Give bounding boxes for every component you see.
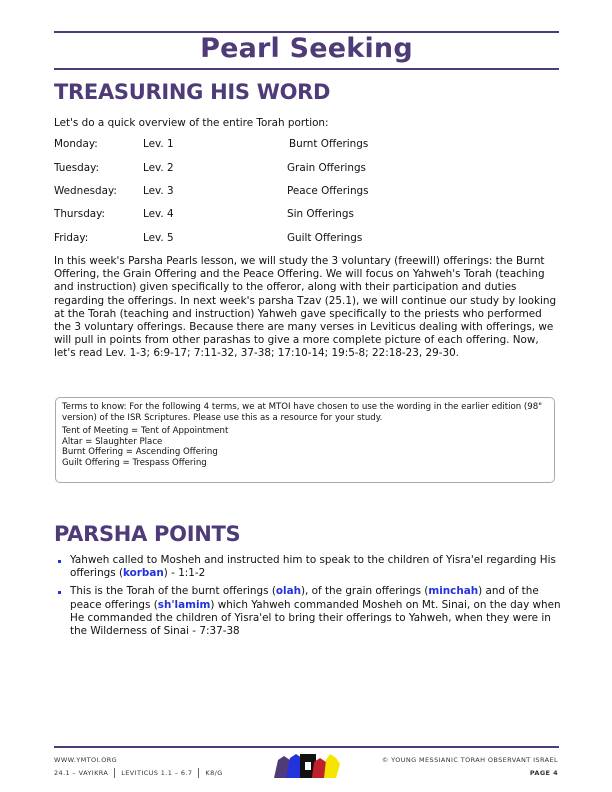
list-item: This is the Torah of the burnt offerings (olah), of the grain offerings (minchah) and of the peace offerings (sh'lamim) which Yahweh commanded Mosheh on Mt. Sinai, on the day when He commanded the children of Yisra'el to bring their offerings to Yahweh, when they were in the Wilderness of Sinai - 7:37-38 [54, 585, 564, 638]
bullet-icon [58, 591, 61, 594]
schedule-day: Monday: [54, 138, 98, 150]
footer-divider [114, 768, 115, 778]
hebrew-term: minchah [428, 585, 479, 598]
schedule-row [54, 138, 554, 152]
schedule-ref: Lev. 1 [143, 138, 174, 150]
footer-reference: LEVITICUS 1.1 – 6.7 [121, 769, 193, 777]
schedule-day: Tuesday: [54, 162, 100, 174]
schedule-row [54, 185, 554, 199]
schedule-ref: Lev. 5 [143, 232, 174, 244]
term-item: Tent of Meeting = Tent of Appointment [62, 426, 229, 437]
section-heading-parsha-points: PARSHA POINTS [54, 522, 241, 546]
intro-paragraph: In this week's Parsha Pearls lesson, we will study the 3 voluntary (freewill) offerings: the Burnt Offering, the Grain Offering and the Peace Offering. We will focus on Yahweh's Torah (teaching and instruction) given specifically to the offeror, along with their participation and duties regarding the offerings. In next week's parsha Tzav (25.1), we will continue our study by looking at the Torah (teaching and instruction) Yahweh gave specifically to the priests who performed the 3 voluntary offerings. Because there are many verses in Leviticus dealing with offerings, we will pull in points from other parashas to give a more complete picture of each offering. Now, let's read Lev. 1-3; 6:9-17; 7:11-32, 37-38; 17:10-14; 19:5-8; 22:18-23, 29-30. [54, 255, 557, 360]
term-item: Burnt Offering = Ascending Offering [62, 447, 218, 458]
schedule-intro: Let's do a quick overview of the entire Torah portion: [54, 117, 329, 129]
schedule-ref: Lev. 2 [143, 162, 174, 174]
footer-level: K8/G [205, 769, 223, 777]
footer-rule [54, 746, 559, 748]
schedule-topic: Grain Offerings [287, 162, 366, 174]
schedule-topic: Peace Offerings [287, 185, 369, 197]
schedule-topic: Sin Offerings [287, 208, 354, 220]
schedule-topic: Guilt Offerings [287, 232, 363, 244]
schedule-ref: Lev. 4 [143, 208, 174, 220]
ymtoi-logo-icon [270, 750, 350, 780]
bullet-icon [58, 560, 61, 563]
page-title: Pearl Seeking [200, 33, 413, 64]
schedule-ref: Lev. 3 [143, 185, 174, 197]
schedule-row [54, 232, 554, 246]
schedule-row [54, 162, 554, 176]
schedule-day: Friday: [54, 232, 89, 244]
schedule-topic: Burnt Offerings [289, 138, 369, 150]
parsha-points-list [54, 554, 564, 643]
footer-page-number: PAGE 4 [529, 769, 558, 777]
footer-lesson-info [54, 768, 223, 778]
footer-lesson: 24.1 – VAYIKRA [54, 769, 109, 777]
schedule-day: Wednesday: [54, 185, 117, 197]
header-bottom-rule [54, 68, 559, 70]
schedule-day: Thursday: [54, 208, 106, 220]
terms-to-know-box [55, 397, 555, 483]
terms-intro: Terms to know: For the following 4 terms, we at MTOI have chosen to use the wording in the earlier edition (98" version) of the ISR Scriptures. Please use this as a resource for your study. [62, 402, 543, 423]
term-item: Guilt Offering = Trespass Offering [62, 457, 207, 468]
footer-divider [198, 768, 199, 778]
hebrew-term: sh'lamim [157, 598, 211, 611]
list-item: Yahweh called to Mosheh and instructed him to speak to the children of Yisra'el regarding His offerings (korban) - 1:1-2 [54, 554, 564, 580]
footer-copyright: © YOUNG MESSIANIC TORAH OBSERVANT ISRAEL [381, 756, 558, 764]
schedule-row [54, 208, 554, 222]
hebrew-term: olah [275, 585, 301, 598]
term-item: Altar = Slaughter Place [62, 436, 163, 447]
footer-website: WWW.YMTOI.ORG [54, 756, 118, 764]
hebrew-term: korban [123, 567, 164, 580]
section-heading-treasuring: TREASURING HIS WORD [54, 80, 331, 104]
